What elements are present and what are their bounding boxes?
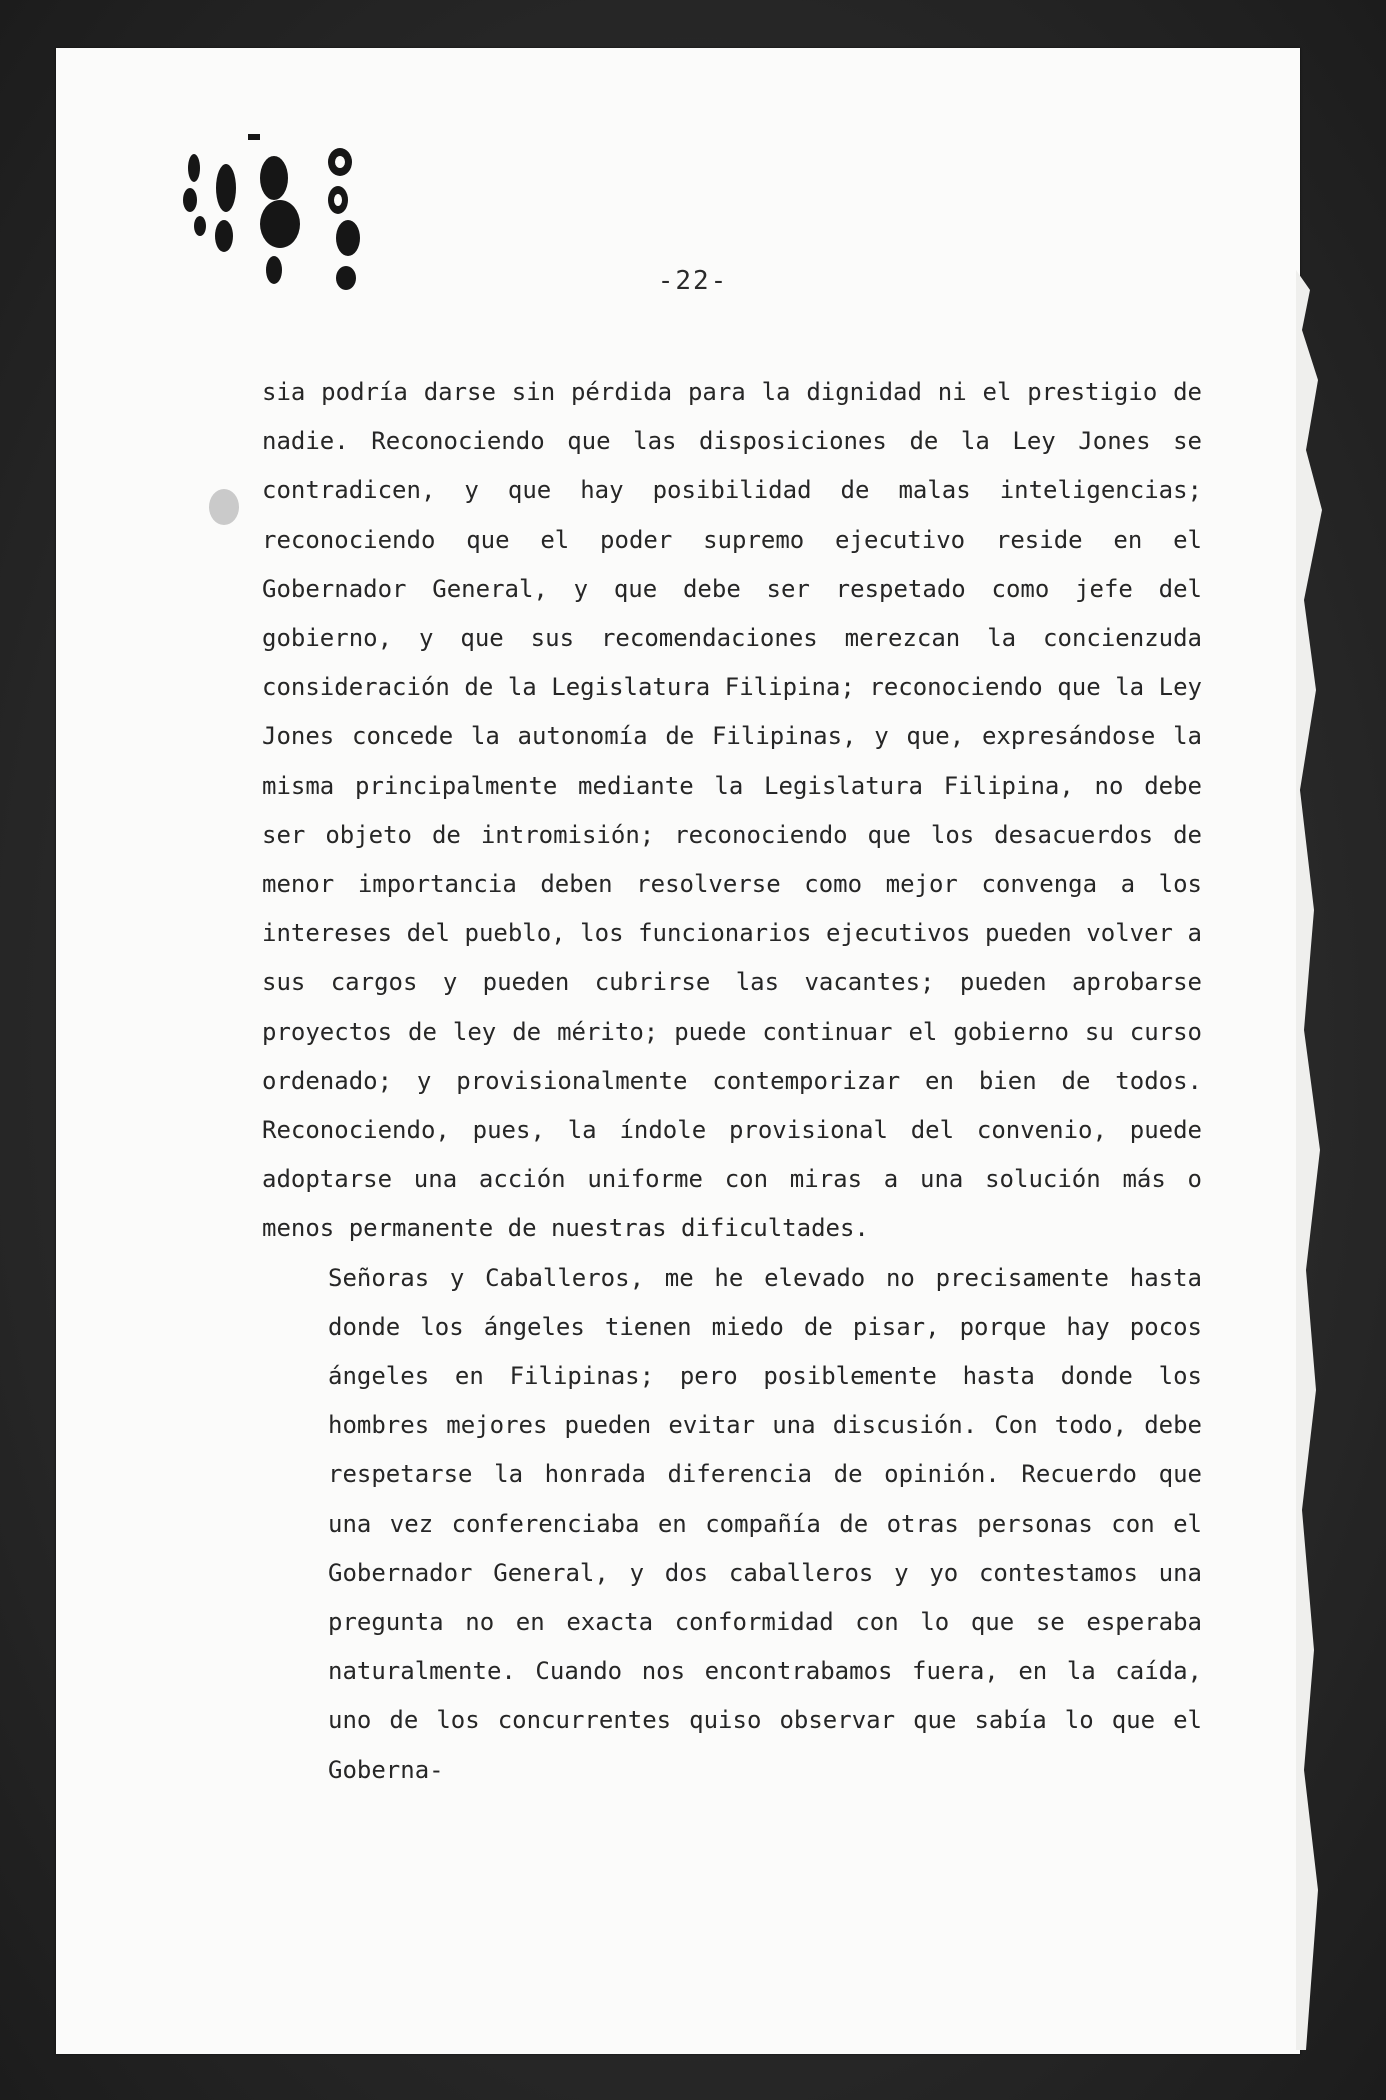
torn-page-edge <box>1296 270 1336 2050</box>
paragraph-2: Señoras y Caballeros, me he elevado no precisamente hasta donde los ángeles tienen miedo de pisar, porque hay pocos ángeles en Filipinas; pero posiblemente hasta donde los hombres mejores pueden evitar una discusión. Con todo, debe respetarse la honrada diferencia de opinión. Recuerdo que una vez conferenciaba en compañía de otras personas con el Gobernador General, y dos caballeros y yo contestamos una pregunta no en exacta conformidad con lo que se esperaba naturalmente. Cuando nos encontrabamos fuera, en la caída, uno de los concurrentes quiso observar que sabía lo que el Goberna- <box>328 1263 1202 1784</box>
ink-smudge <box>206 486 242 528</box>
page-number: -22- <box>657 266 729 296</box>
paragraph-1: sia podría darse sin pérdida para la dignidad ni el prestigio de nadie. Reconociendo que las disposiciones de la Ley Jones se contradicen, y que hay posibilidad de malas inteligencias; reconociendo que el poder supremo ejecutivo reside en el Gobernador General, y que debe ser respetado como jefe del gobierno, y que sus recomendaciones merezcan la concienzuda consideración de la Legislatura Filipina; reconociendo que la Ley Jones concede la autonomía de Filipinas, y que, expresándose la misma principalmente mediante la Legislatura Filipina, no debe ser objeto de intromisión; reconociendo que los desacuerdos de menor importancia deben resolverse como mejor convenga a los intereses del pueblo, los funcionarios ejecutivos pueden volver a sus cargos y pueden cubrirse las vacantes; pueden aprobarse proyectos de ley de mérito; puede continuar el gobierno su curso ordenado; y provisionalmente contemporizar en bien de todos. Reconociendo, pues, la índole provisional del convenio, puede adoptarse una acción uniforme con miras a una solución más o menos permanente de nuestras dificultades. <box>262 378 1202 1243</box>
document-body <box>262 368 1202 1795</box>
